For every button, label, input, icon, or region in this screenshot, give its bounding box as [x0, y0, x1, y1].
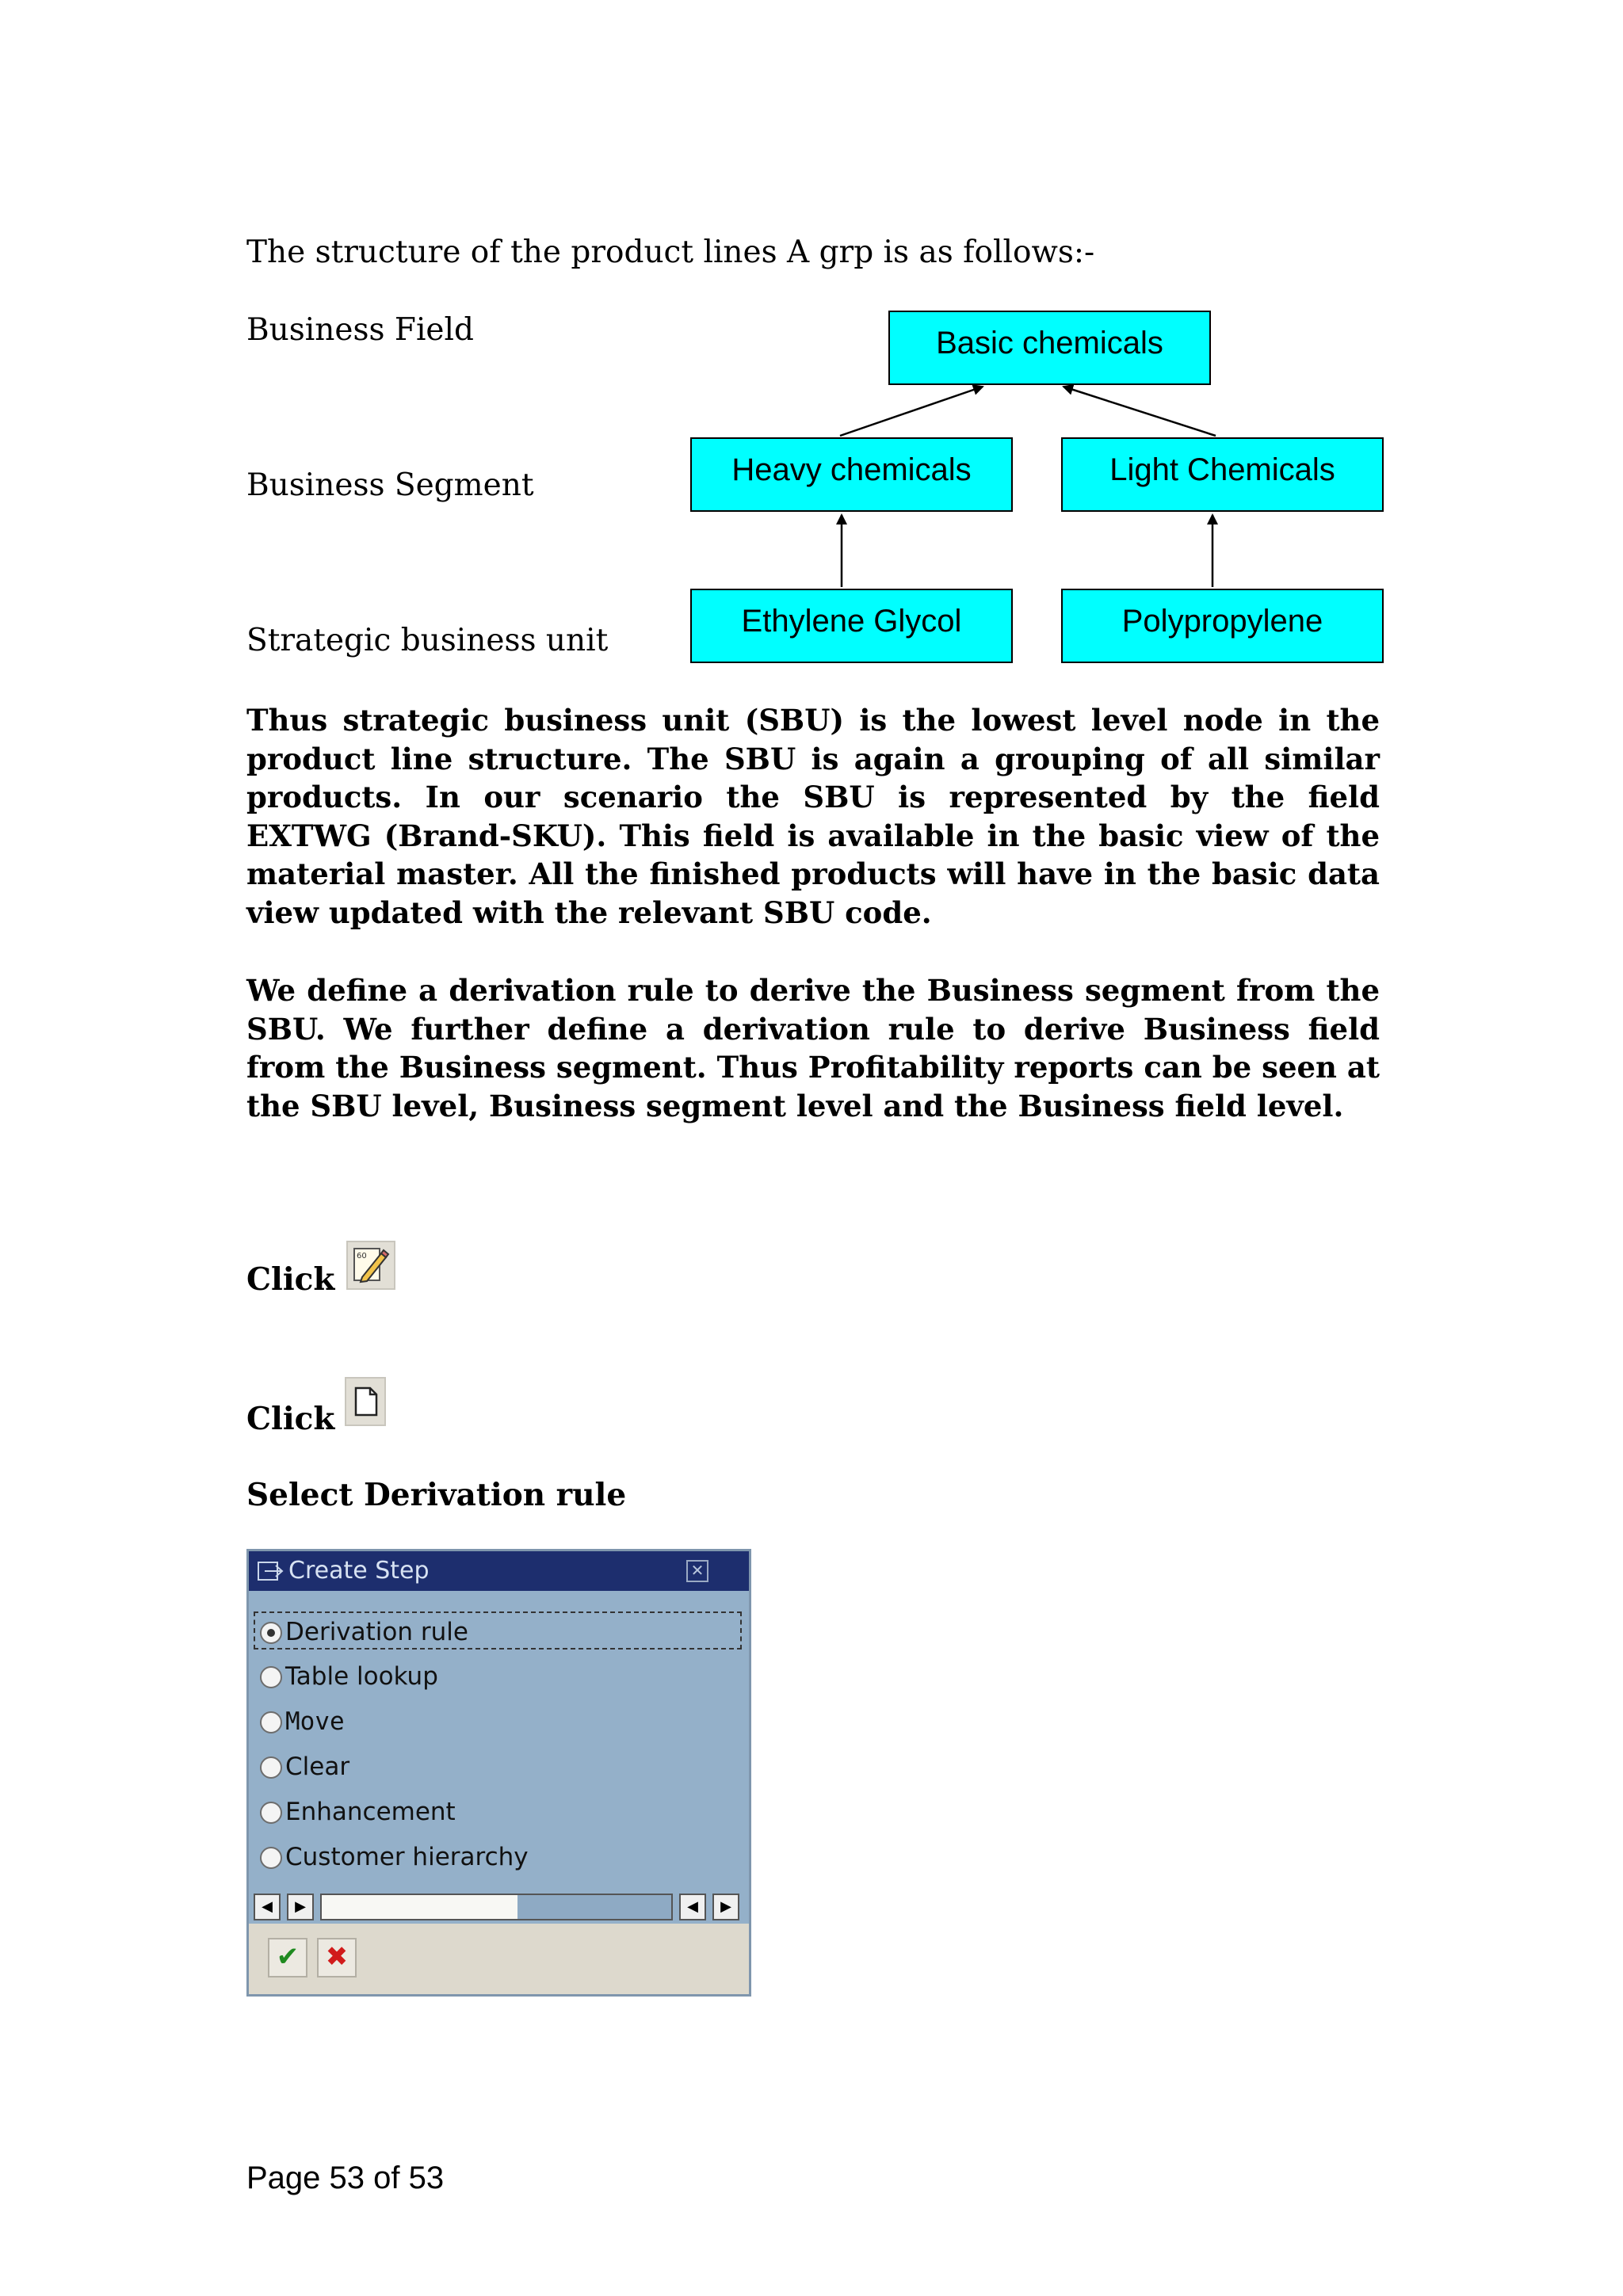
level-sbu: Strategic business unit	[246, 623, 609, 658]
scroll-thumb[interactable]	[322, 1895, 517, 1919]
dialog-footer	[249, 1924, 749, 1994]
radio-icon	[260, 1802, 282, 1824]
option-clear[interactable]	[260, 1749, 349, 1784]
dialog-title: Create Step	[288, 1557, 430, 1585]
step3-label: Select Derivation rule	[246, 1477, 627, 1513]
scroll-right-icon[interactable]: ▶	[287, 1894, 314, 1920]
option-label: Table lookup	[285, 1662, 438, 1691]
option-move[interactable]	[260, 1704, 345, 1739]
node-basic-chemicals: Basic chemicals	[888, 311, 1211, 385]
page-number: Page 53 of 53	[246, 2161, 445, 2195]
new-document-icon[interactable]	[345, 1377, 386, 1426]
connector-heavy-to-basic	[840, 387, 983, 436]
step1-label: Click	[246, 1261, 335, 1298]
option-label: Customer hierarchy	[285, 1843, 529, 1871]
edit-pencil-icon[interactable]	[346, 1241, 395, 1290]
step2-label: Click	[246, 1401, 335, 1437]
scroll-left-icon[interactable]: ◀	[679, 1894, 706, 1920]
scroll-right-icon[interactable]: ▶	[712, 1894, 739, 1920]
horizontal-scrollbar[interactable]	[254, 1894, 742, 1922]
node-polypropylene: Polypropylene	[1061, 589, 1384, 663]
paragraph-sbu: Thus strategic business unit (SBU) is the lowest level node in the product line structure. The SBU is again a grouping of all similar products. In our scenario the SBU is represented by the field EXTWG (Brand-SKU). This field is available in the basic view of the material master. All the finished products will have in the basic data view updated with the relevant SBU code.	[246, 703, 1380, 930]
paragraph-derivation: We define a derivation rule to derive the Business segment from the SBU. We further define a derivation rule to derive Business field from the Business segment. Thus Profitability reports can be seen at the SBU level, Business segment level and the Business field level.	[246, 973, 1380, 1123]
intro-text: The structure of the product lines A grp is as follows:-	[246, 235, 1095, 270]
connector-light-to-basic	[1064, 387, 1216, 436]
dialog-window-icon	[257, 1559, 284, 1583]
radio-selected-icon	[260, 1622, 282, 1644]
option-label: Move	[285, 1707, 345, 1736]
scroll-left-icon[interactable]: ◀	[254, 1894, 281, 1920]
node-ethylene-glycol: Ethylene Glycol	[690, 589, 1013, 663]
radio-icon	[260, 1666, 282, 1688]
option-customer-hierarchy[interactable]	[260, 1840, 529, 1875]
node-light-chemicals: Light Chemicals	[1061, 437, 1384, 512]
cancel-x-icon[interactable]: ✖	[317, 1938, 357, 1978]
option-enhancement[interactable]	[260, 1794, 456, 1829]
radio-icon	[260, 1847, 282, 1869]
option-label: Clear	[285, 1753, 350, 1781]
dialog-title-bar	[249, 1551, 749, 1591]
dialog-close-icon[interactable]: ✕	[686, 1560, 708, 1582]
level-business-field: Business Field	[246, 312, 474, 348]
checkmark-icon[interactable]: ✔	[268, 1938, 307, 1978]
option-derivation-rule[interactable]	[260, 1615, 468, 1650]
svg-text:60: 60	[357, 1252, 367, 1261]
create-step-dialog	[246, 1549, 751, 1997]
node-heavy-chemicals: Heavy chemicals	[690, 437, 1013, 512]
option-table-lookup[interactable]	[260, 1659, 438, 1694]
option-label: Enhancement	[285, 1798, 456, 1826]
radio-icon	[260, 1756, 282, 1779]
option-label: Derivation rule	[285, 1618, 468, 1646]
radio-icon	[260, 1711, 282, 1733]
scroll-track[interactable]	[320, 1894, 673, 1920]
level-business-segment: Business Segment	[246, 467, 534, 503]
